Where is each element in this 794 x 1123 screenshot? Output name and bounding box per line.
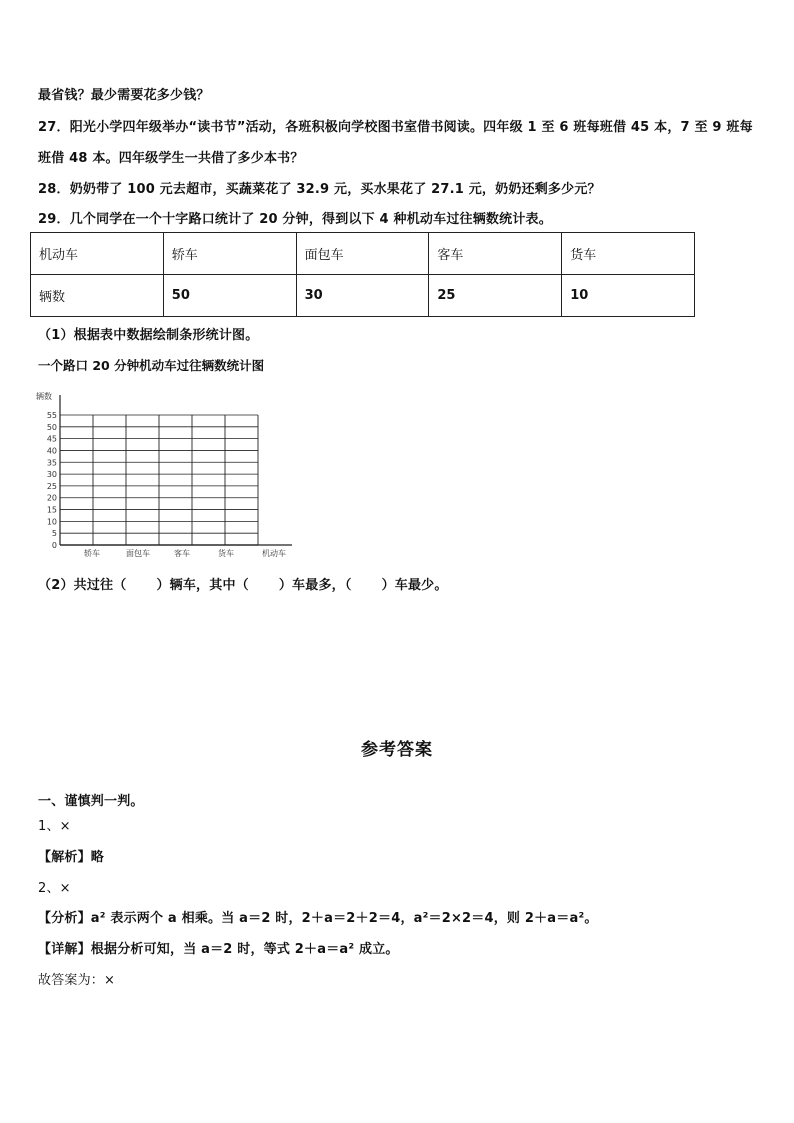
- chart-title: 一个路口 20 分钟机动车过往辆数统计图: [38, 358, 265, 373]
- answer-section-1: 一、谨慎判一判。: [38, 794, 144, 809]
- sub2-suffix: ）车最少。: [381, 578, 448, 593]
- table-row: [31, 275, 695, 317]
- question-27-line1: 27．阳光小学四年级举办“读书节”活动，各班积极向学校图书室借书阅读。四年级 1 至 6 班每班借 45 本，7 至 9 班每: [38, 120, 753, 135]
- y-tick-label: 20: [46, 493, 57, 503]
- x-axis-label: 机动车: [262, 549, 286, 558]
- table-cell: 客车: [429, 233, 562, 275]
- table-cell: 辆数: [31, 275, 164, 317]
- y-tick-label: 40: [46, 446, 57, 456]
- bar-chart-grid: [30, 385, 310, 560]
- answer-2-analysis: 【分析】a² 表示两个 a 相乘。当 a＝2 时，2＋a＝2＋2＝4，a²＝2×2＝4，则 2＋a＝a²。: [38, 911, 598, 926]
- answer-2: 2、×: [38, 881, 71, 896]
- y-axis-label: 辆数: [36, 392, 52, 401]
- sub-question-2: [38, 574, 448, 593]
- y-tick-label: 35: [46, 458, 57, 468]
- answer-2-final: 故答案为：×: [38, 973, 116, 988]
- table-cell: 货车: [562, 233, 695, 275]
- question-26-tail: 最省钱？最少需要花多少钱？: [38, 88, 210, 103]
- chart-grid: [60, 395, 292, 545]
- y-tick-label: 50: [46, 422, 57, 432]
- sub2-mid2: ）车最多，（: [278, 578, 352, 593]
- y-tick-label: 55: [46, 411, 57, 420]
- table-header-row: [31, 233, 695, 275]
- sub2-prefix: （2）共过往（: [38, 578, 127, 593]
- y-tick-label: 15: [46, 505, 57, 515]
- x-category-labels: [84, 548, 234, 558]
- x-tick-label: 客车: [174, 549, 190, 558]
- answer-2-detail: 【详解】根据分析可知，当 a＝2 时，等式 2＋a＝a² 成立。: [38, 942, 399, 957]
- question-27-line2: 班借 48 本。四年级学生一共借了多少本书？: [38, 151, 304, 166]
- x-tick-label: 轿车: [84, 549, 100, 558]
- sub2-mid1: ）辆车，其中（: [156, 578, 249, 593]
- table-cell: 机动车: [31, 233, 164, 275]
- answer-1-analysis: 【解析】略: [38, 850, 105, 865]
- y-tick-label: 25: [46, 481, 57, 491]
- table-cell: 轿车: [163, 233, 296, 275]
- y-tick-label: 45: [46, 434, 57, 444]
- y-tick-label: 5: [51, 529, 57, 539]
- table-cell: 30: [296, 275, 429, 317]
- question-28: 28．奶奶带了 100 元去超市，买蔬菜花了 32.9 元，买水果花了 27.1 元，奶奶还剩多少元？: [38, 182, 601, 197]
- y-tick-label: 0: [51, 541, 57, 550]
- question-29: 29．几个同学在一个十字路口统计了 20 分钟，得到以下 4 种机动车过往辆数统计表。: [38, 212, 552, 227]
- answer-1: 1、×: [38, 819, 71, 834]
- table-cell: 面包车: [296, 233, 429, 275]
- x-tick-label: 面包车: [126, 549, 150, 558]
- table-cell: 25: [429, 275, 562, 317]
- table-cell: 10: [562, 275, 695, 317]
- y-tick-label: 10: [46, 517, 57, 527]
- sub-question-1: （1）根据表中数据绘制条形统计图。: [38, 328, 259, 343]
- y-tick-label: 30: [46, 470, 57, 480]
- vehicle-count-table: [30, 232, 695, 317]
- y-tick-labels: [47, 411, 57, 550]
- answer-title: 参考答案: [361, 740, 433, 760]
- x-tick-label: 货车: [218, 549, 234, 558]
- table-cell: 50: [163, 275, 296, 317]
